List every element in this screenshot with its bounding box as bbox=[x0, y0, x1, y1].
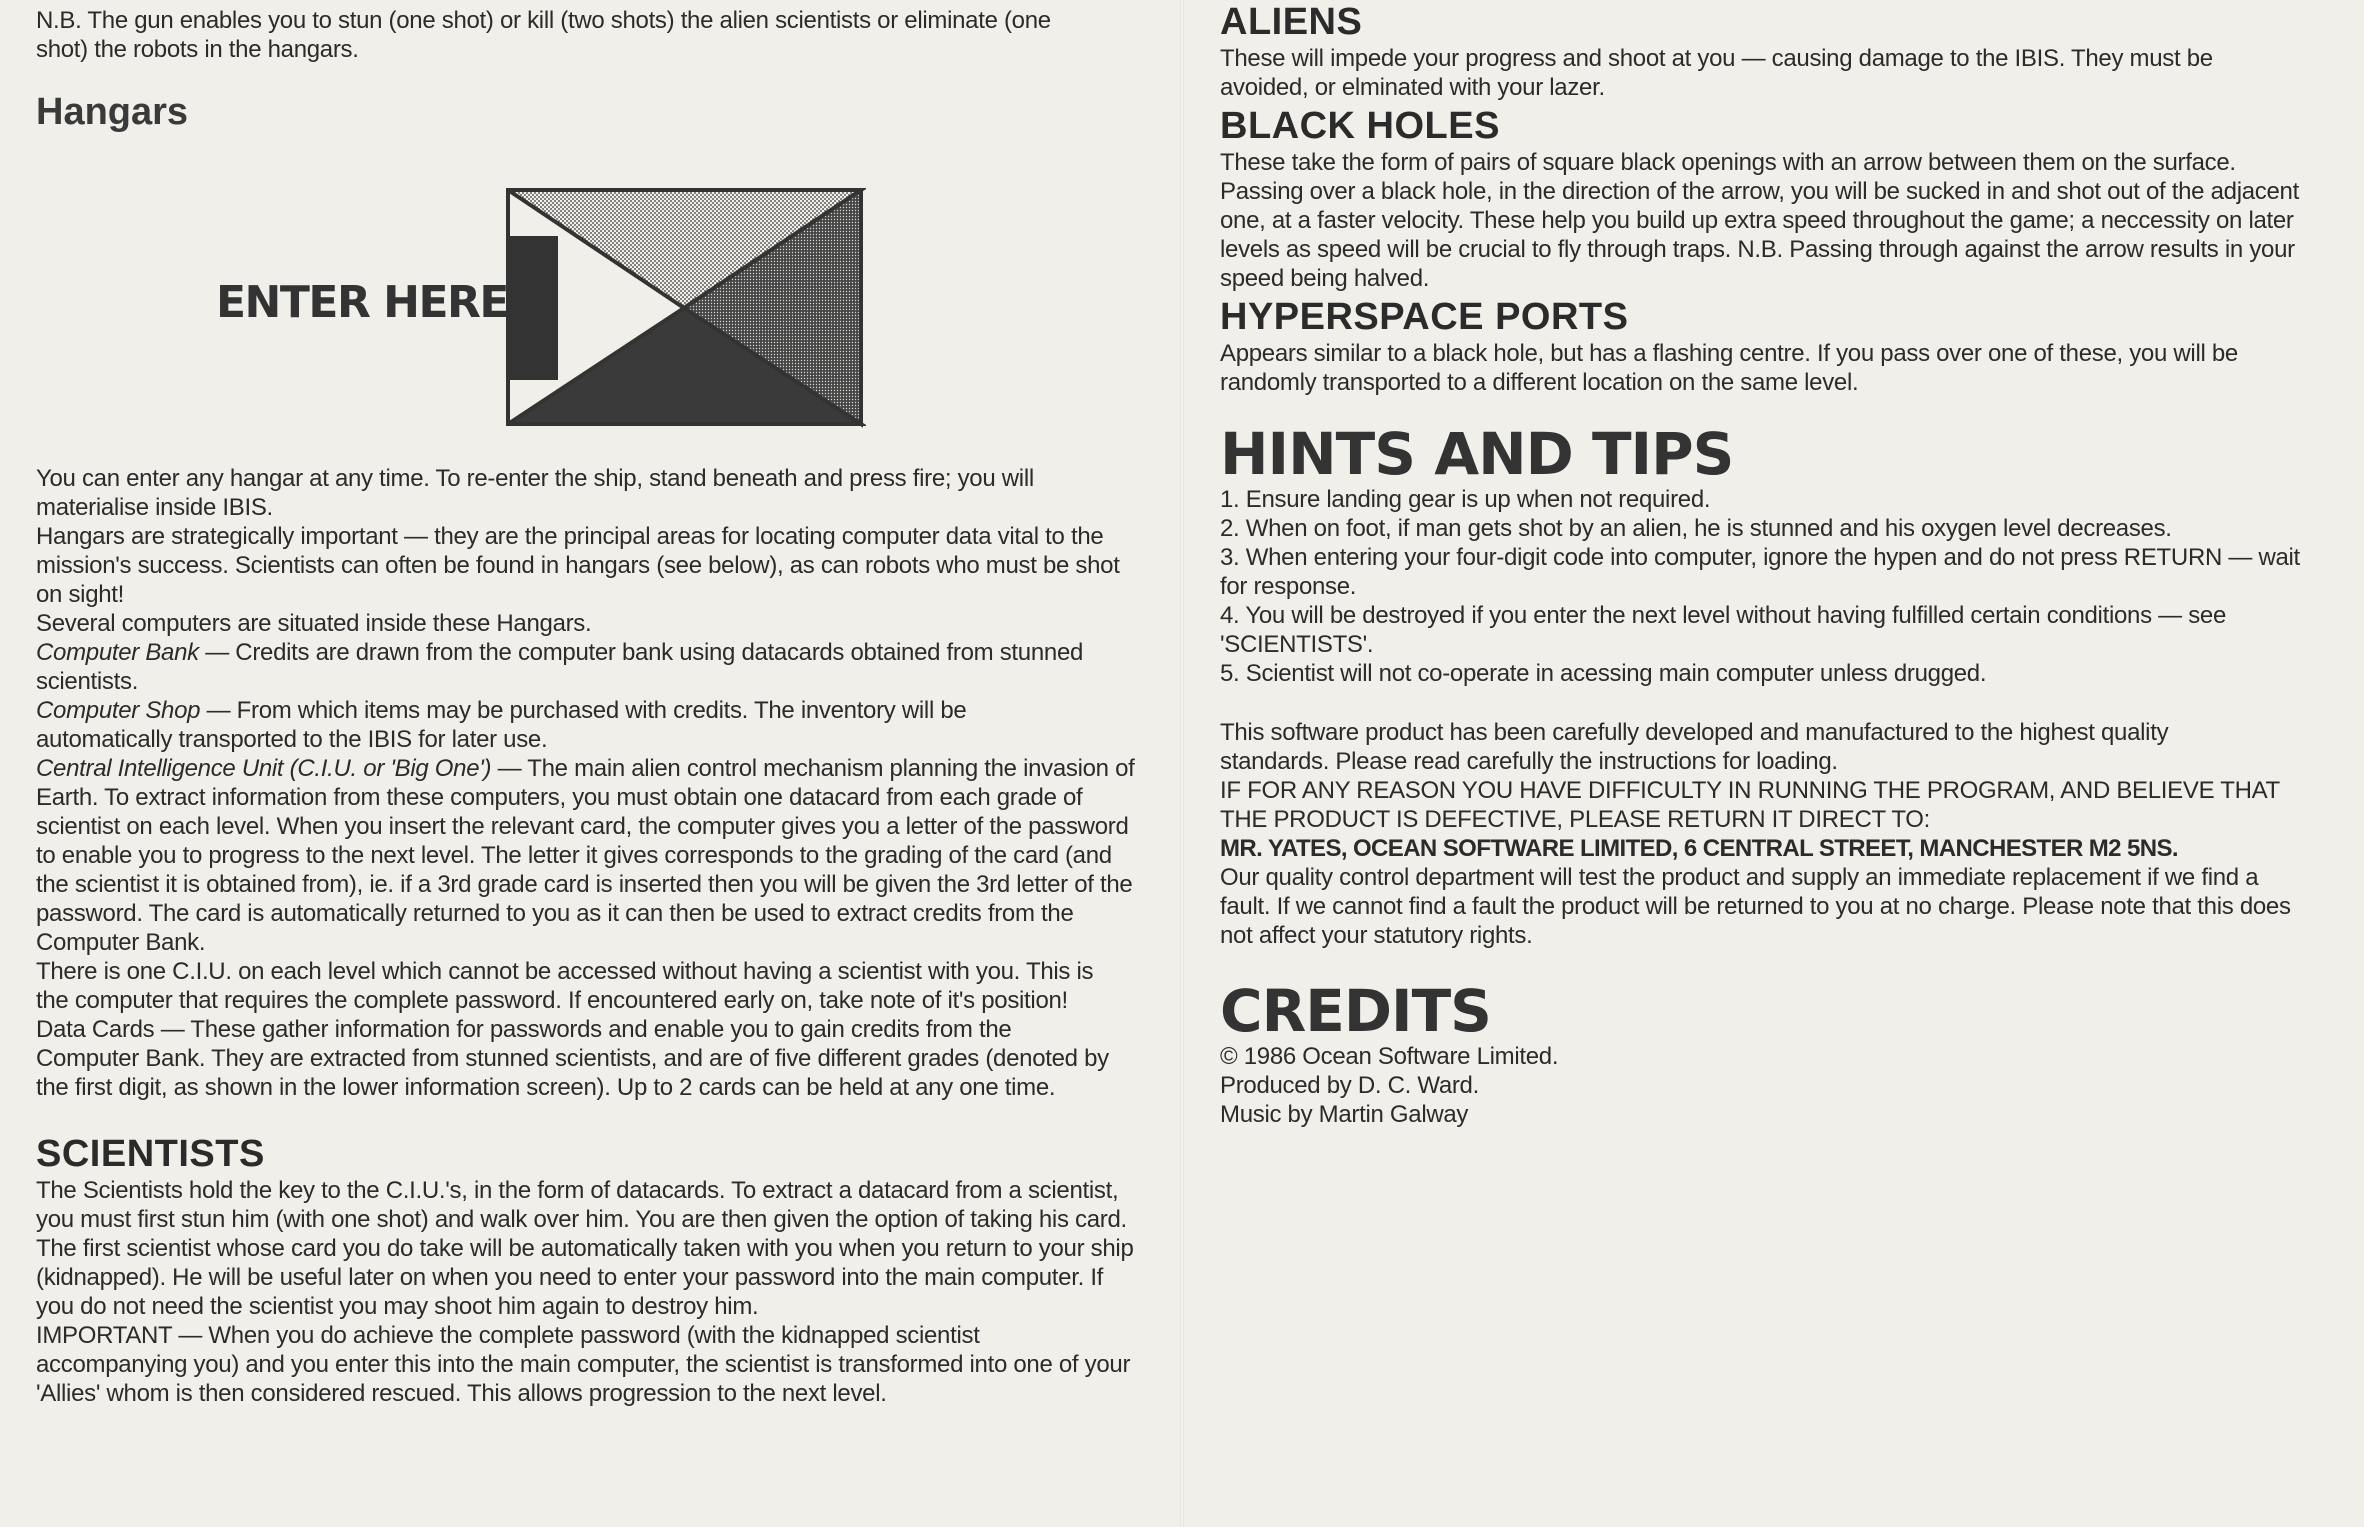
enter-here-text: ENTER HERE bbox=[216, 277, 508, 328]
credit-producer: Produced by D. C. Ward. bbox=[1220, 1072, 1479, 1099]
hints-list bbox=[1220, 485, 2364, 688]
data-cards-term: Data Cards bbox=[36, 1016, 155, 1043]
computer-shop-entry bbox=[36, 696, 1096, 754]
ciu-entry bbox=[36, 754, 1146, 957]
hangars-paragraph-3: Several computers are situated inside these Hangars. bbox=[36, 610, 592, 637]
computer-bank-term: Computer Bank bbox=[36, 639, 199, 666]
right-page bbox=[1182, 0, 2364, 1527]
credits-heading: CREDITS bbox=[1220, 977, 1491, 1045]
hangars-paragraph-1: You can enter any hangar at any time. To re-enter the ship, stand beneath and press fire; you will materialise inside IBIS. bbox=[36, 465, 1034, 521]
black-holes-text: These take the form of pairs of square black openings with an arrow between them on the surface. Passing over a black hole, in the direction of the arrow, you will be sucked in and shot out of the adjacent one, at a faster velocity. These help you build up extra speed throughout the game; a neccessity on later levels as speed will be crucial to fly through traps. N.B. Passing through against the arrow results in your speed being halved. bbox=[1220, 149, 2299, 292]
difficulty-text: IF FOR ANY REASON YOU HAVE DIFFICULTY IN RUNNING THE PROGRAM, AND BELIEVE THAT THE PRODUCT IS DEFECTIVE, PLEASE RETURN IT DIRECT TO: bbox=[1220, 777, 2280, 833]
hint-item-5: 5. Scientist will not co-operate in acessing main computer unless drugged. bbox=[1220, 660, 1987, 687]
hints-heading: HINTS AND TIPS bbox=[1220, 420, 1734, 488]
ciu-term: Central Intelligence Unit (C.I.U. or 'Big One') bbox=[36, 755, 492, 782]
enter-here-label bbox=[216, 277, 508, 328]
hint-item-3: 3. When entering your four-digit code into computer, ignore the hypen and do not press RETURN — wait for response. bbox=[1220, 544, 2300, 600]
scientists-heading: SCIENTISTS bbox=[36, 1133, 265, 1175]
hint-item-4: 4. You will be destroyed if you enter the next level without having fulfilled certain conditions — see 'SCIENTISTS'. bbox=[1220, 602, 2227, 658]
black-holes-heading: BLACK HOLES bbox=[1220, 105, 1500, 147]
hint-item-1: 1. Ensure landing gear is up when not required. bbox=[1220, 486, 1711, 513]
hyperspace-text: Appears similar to a black hole, but has a flashing centre. If you pass over one of these, you will be randomly transported to a different location on the same level. bbox=[1220, 340, 2238, 396]
scientists-paragraph-1: The Scientists hold the key to the C.I.U.'s, in the form of datacards. To extract a datacard from a scientist, you must first stun him (with one shot) and walk over him. You are then given the option of taking his card. The first scientist whose card you do take will be automatically taken with you when you return to your ship (kidnapped). He will be useful later on when you need to enter your password into the main computer. If you do not need the scientist you may shoot him again to destroy him. bbox=[36, 1177, 1134, 1320]
hint-item-2: 2. When on foot, if man gets shot by an alien, he is stunned and his oxygen level decreases. bbox=[1220, 515, 2172, 542]
scientists-paragraph-2: IMPORTANT — When you do achieve the complete password (with the kidnapped scientist accompanying you) and you enter this into the main computer, the scientist is transformed into one of your 'Allies' whom is then considered rescued. This allows progression to the next level. bbox=[36, 1322, 1131, 1407]
computer-bank-text: — Credits are drawn from the computer bank using datacards obtained from stunned scientists. bbox=[36, 639, 1084, 695]
hangars-heading: Hangars bbox=[36, 91, 189, 133]
hangar-icon bbox=[506, 188, 866, 428]
computer-bank-entry bbox=[36, 638, 1096, 696]
hyperspace-heading: HYPERSPACE PORTS bbox=[1220, 296, 1629, 338]
hangars-paragraph-2: Hangars are strategically important — they are the principal areas for locating computer data vital to the mission's success. Scientists can often be found in hangars (see below), as can robots who must be shot on sight! bbox=[36, 523, 1120, 608]
credit-music: Music by Martin Galway bbox=[1220, 1101, 1469, 1128]
aliens-heading: ALIENS bbox=[1220, 1, 1363, 43]
quality-text: This software product has been carefully developed and manufactured to the highest quality standards. Please read carefully the instructions for loading. bbox=[1220, 719, 2169, 775]
ciu-text: — The main alien control mechanism planning the invasion of Earth. To extract information from these computers, you must obtain one datacard from each grade of scientist on each level. When you insert the relevant card, the computer gives you a letter of the password to enable you to progress to the next level. The letter it gives corresponds to the grading of the card (and the scientist it is obtained from), ie. if a 3rd grade card is inserted then you will be given the 3rd letter of the password. The card is automatically returned to you as it can then be used to extract credits from the Computer Bank. bbox=[36, 755, 1135, 956]
aliens-text: These will impede your progress and shoot at you — causing damage to the IBIS. They must be avoided, or elminated with your lazer. bbox=[1220, 45, 2213, 101]
data-cards-text: — These gather information for passwords and enable you to gain credits from the Computer Bank. They are extracted from stunned scientists, and are of five different grades (denoted by the first digit, as shown in the lower information screen). Up to 2 cards can be held at any one time. bbox=[36, 1016, 1109, 1101]
replacement-text: Our quality control department will test the product and supply an immediate replacement if we find a fault. If we cannot find a fault the product will be returned to you at no charge. Please note that this does not affect your statutory rights. bbox=[1220, 864, 2291, 949]
data-cards-entry bbox=[36, 1015, 1116, 1102]
hangar-entry-diagram bbox=[36, 134, 1182, 464]
nb-note: N.B. The gun enables you to stun (one shot) or kill (two shots) the alien scientists or eliminate (one shot) the robots in the hangars. bbox=[36, 7, 1051, 63]
credit-copyright: © 1986 Ocean Software Limited. bbox=[1220, 1043, 1559, 1070]
computer-shop-term: Computer Shop bbox=[36, 697, 201, 724]
computer-shop-text: — From which items may be purchased with credits. The inventory will be automatically transported to the IBIS for later use. bbox=[36, 697, 967, 753]
ciu-note: There is one C.I.U. on each level which cannot be accessed without having a scientist with you. This is the computer that requires the complete password. If encountered early on, take note of it's position! bbox=[36, 958, 1094, 1014]
return-address: MR. YATES, OCEAN SOFTWARE LIMITED, 6 CENTRAL STREET, MANCHESTER M2 5NS. bbox=[1220, 835, 2178, 862]
